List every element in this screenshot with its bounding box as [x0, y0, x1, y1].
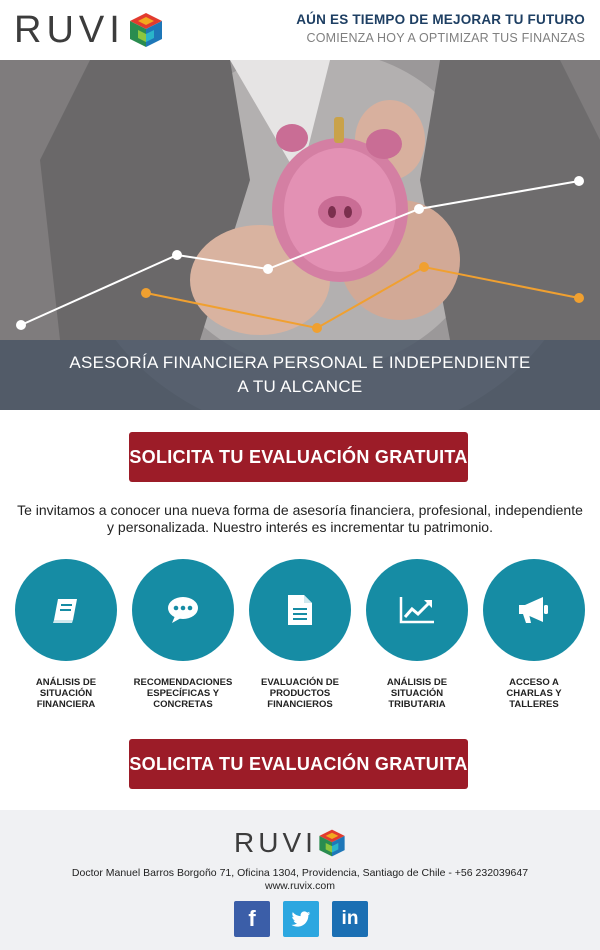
megaphone-icon [518, 596, 550, 624]
hero-banner-line1: ASESORÍA FINANCIERA PERSONAL E INDEPENDIENTE [69, 353, 531, 372]
request-evaluation-button-bottom[interactable]: SOLICITA TU EVALUACIÓN GRATUITA [129, 739, 468, 789]
feature-circle [15, 559, 117, 661]
feature-tax-analysis [362, 559, 472, 710]
brand-name: RUVI [14, 9, 125, 51]
hero-image [0, 60, 600, 410]
intro-line1: Te invitamos a conocer una nueva forma de asesoría financiera, profesional, independiente [17, 502, 583, 518]
feature-label: EVALUACIÓN DE PRODUCTOS FINANCIEROS [261, 677, 339, 710]
feature-circle [132, 559, 234, 661]
feature-label: RECOMENDACIONES ESPECÍFICAS Y CONCRETAS [133, 677, 233, 710]
intro-line2: y personalizada. Nuestro interés es incrementar tu patrimonio. [107, 519, 493, 535]
facebook-button[interactable] [234, 901, 270, 937]
tagline-sub: COMIENZA HOY A OPTIMIZAR TUS FINANZAS [306, 31, 585, 45]
chat-bubble-icon [167, 596, 199, 624]
header-tagline [296, 12, 585, 45]
feature-label: ANÁLISIS DE SITUACIÓN TRIBUTARIA [386, 677, 448, 710]
facebook-icon: f [248, 906, 256, 931]
book-icon [51, 596, 81, 624]
header [0, 0, 600, 60]
hero-banner-line2: A TU ALCANCE [237, 377, 363, 396]
cube-logo-icon [317, 828, 347, 858]
feature-circle [366, 559, 468, 661]
line-chart-icon [399, 596, 435, 624]
linkedin-icon: in [341, 908, 359, 929]
linkedin-button[interactable] [332, 901, 368, 937]
feature-recommendations [128, 559, 238, 710]
feature-talks-workshops [479, 559, 589, 710]
feature-product-evaluation [245, 559, 355, 710]
features-row [0, 559, 600, 719]
document-icon [287, 594, 313, 626]
twitter-button[interactable] [283, 901, 319, 937]
twitter-icon [291, 911, 311, 928]
feature-label: ACCESO A CHARLAS Y TALLERES [506, 677, 562, 710]
footer-logo[interactable] [234, 828, 347, 858]
hero-banner [0, 340, 600, 410]
footer [0, 810, 600, 950]
feature-circle [249, 559, 351, 661]
intro-text [10, 502, 590, 536]
feature-circle [483, 559, 585, 661]
brand-logo[interactable] [14, 10, 165, 50]
social-links [234, 901, 368, 937]
footer-brand-name: RUVI [234, 827, 317, 858]
footer-address: Doctor Manuel Barros Borgoño 71, Oficina 1304, Providencia, Santiago de Chile - +56 232039647 [71, 867, 529, 879]
request-evaluation-button-top[interactable]: SOLICITA TU EVALUACIÓN GRATUITA [129, 432, 468, 482]
feature-label: ANÁLISIS DE SITUACIÓN FINANCIERA [35, 677, 97, 710]
tagline-main: AÚN ES TIEMPO DE MEJORAR TU FUTURO [296, 12, 585, 27]
footer-website-link[interactable]: www.ruvix.com [264, 880, 335, 892]
feature-financial-analysis [11, 559, 121, 710]
cube-logo-icon [127, 11, 165, 49]
